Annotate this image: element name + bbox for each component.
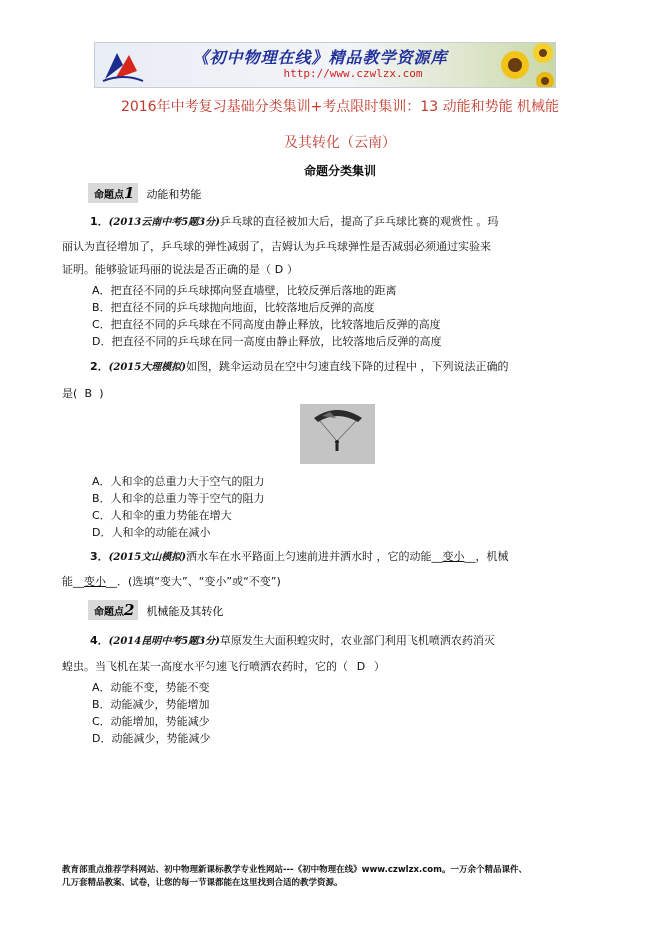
question-1-line-1 [90,212,498,232]
option-a: A．把直径不同的乒乓球掷向竖直墙壁，比较反弹后落地的距离 [92,284,397,297]
option-c: C．人和伞的重力势能在增大 [92,509,232,522]
option-b: B．动能减少，势能增加 [92,698,210,711]
question-number: 4． [90,634,109,647]
answer-choice: D [274,263,284,276]
question-2-line-2 [62,384,104,403]
answer-choice: D [356,660,366,673]
question-text: 证明。能够验证玛丽的说法是否正确的是（ [62,263,271,276]
banner-title: 《初中物理在线》精品教学资源库 [192,48,448,67]
option-a: A．人和伞的总重力大于空气的阻力 [92,475,265,488]
topic-number: 1 [124,184,135,202]
question-text: ） [374,660,385,673]
page-title-line-2: 及其转化（云南） [284,135,396,151]
topic-prefix: 命题点 [94,607,124,618]
topic-prefix: 命题点 [94,190,124,201]
question-text: 蝗虫。当飞机在某一高度水平匀速飞行喷洒农药时，它的（ [62,660,348,673]
question-text: 乒乓球的直径被加大后，提高了乒乓球比赛的观赏性 。玛 [219,215,499,228]
question-source: (2013云南中考5题3分) [108,217,220,228]
option-c: C．动能增加，势能减少 [92,715,210,728]
page-footer [62,864,622,890]
option-d: D．动能减少，势能减少 [92,732,211,745]
topic-heading-1 [88,183,201,203]
site-logo-icon [101,49,145,83]
topic-badge [88,600,138,620]
topic-label: 动能和势能 [146,188,202,201]
question-number: 1． [90,215,109,228]
question-text: __，机械 [464,550,509,563]
question-text: 草原发生大面积蝗灾时，农业部门利用飞机喷洒农药消灭 [219,634,495,647]
question-text: ) [99,387,104,400]
answer-choice: B [84,387,93,400]
fill-blank-answer: 变小 [442,550,465,563]
question-number: 2． [90,360,109,373]
question-source: (2014昆明中考5题3分) [108,636,220,647]
question-text: __．(选填“变大”、“变小”或“不变”) [106,575,281,588]
question-text: ） [287,263,298,276]
question-4-line-2 [62,657,385,676]
question-text: 如图，跳伞运动员在空中匀速直线下降的过程中 ，下列说法正确的 [185,360,509,373]
option-d: D．把直径不同的乒乓球在同一高度由静止释放，比较落地后反弹的高度 [92,335,442,348]
question-1-line-3 [62,260,298,279]
sunflower-icon [495,43,555,87]
option-c: C．把直径不同的乒乓球在不同高度由静止释放，比较落地后反弹的高度 [92,318,441,331]
section-heading: 命题分类集训 [303,164,376,178]
option-b: B．人和伞的总重力等于空气的阻力 [92,492,265,505]
option-b: B．把直径不同的乒乓球抛向地面，比较落地后反弹的高度 [92,301,375,314]
topic-number: 2 [124,601,135,619]
question-text: 洒水车在水平路面上匀速前进并洒水时 ，它的动能__ [185,550,443,563]
question-3-line-2 [62,572,281,591]
topic-heading-2 [88,600,223,620]
topic-label: 机械能及其转化 [146,605,224,618]
question-1-line-2: 丽认为直径增加了，乒乓球的弹性减弱了，吉姆认为乒乓球弹性是否减弱必须通过实验来 [62,240,491,253]
footer-line-1: 教育部重点推荐学科网站、初中物理新课标教学专业性网站---《初中物理在线》www.czwlzx.com。一万余个精品课件、 [62,865,527,875]
topic-badge [88,183,138,203]
page-title-line-1: 2016年中考复习基础分类集训+考点限时集训：13 动能和势能 机械能 [120,99,560,115]
question-4-line-1 [90,631,495,651]
option-d: D．人和伞的动能在减小 [92,526,211,539]
banner-url[interactable]: http://www.czwlzx.com [283,67,423,80]
parachutist-photo [300,404,375,464]
question-number: 3． [90,550,109,563]
option-a: A．动能不变，势能不变 [92,681,210,694]
question-source: (2015大理模拟) [108,362,186,373]
question-3-line-1 [90,547,508,567]
question-text: 能__ [62,575,84,588]
question-source: (2015文山模拟) [108,552,186,563]
question-text: 是( [62,387,78,400]
header-banner [94,42,556,88]
fill-blank-answer: 变小 [84,575,106,588]
footer-line-2: 几万套精品教案、试卷，让您的每一节课都能在这里找到合适的教学资源。 [62,878,343,888]
question-2-line-1 [90,357,508,377]
